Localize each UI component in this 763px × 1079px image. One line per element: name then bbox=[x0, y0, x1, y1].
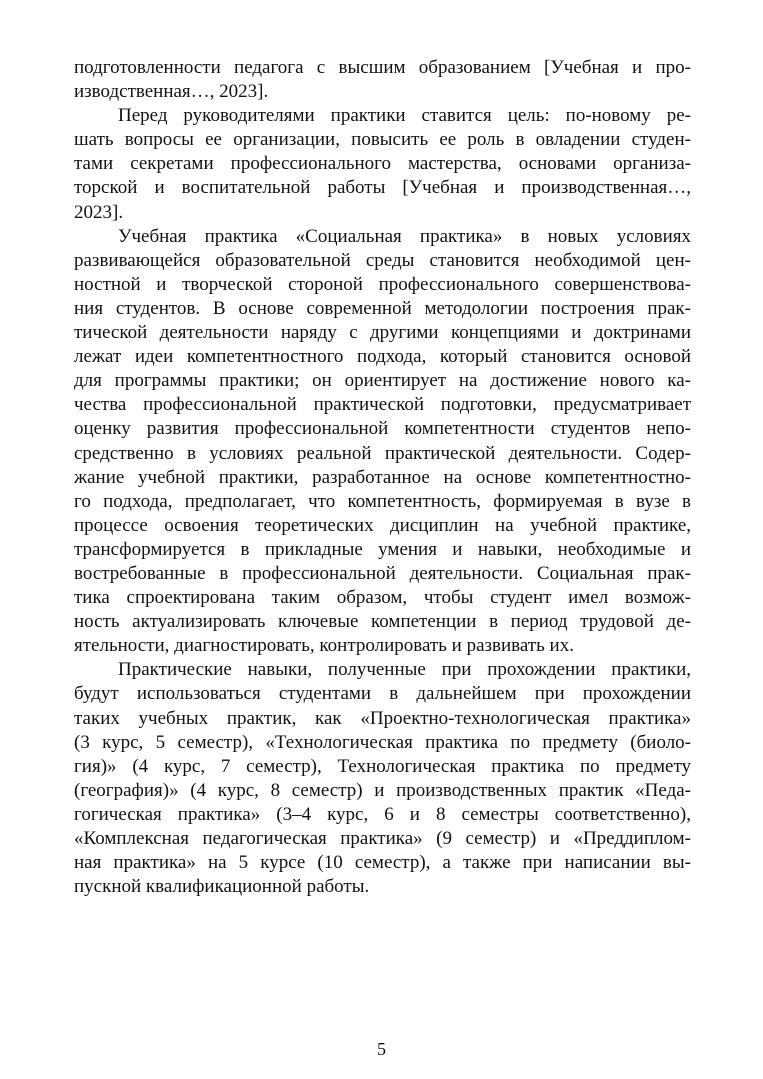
text-line: подготовленности педагога с высшим образованием [Учебная и про- bbox=[74, 57, 691, 78]
text-line: го подхода, предполагает, что компетентность, формируемая в вузе в bbox=[74, 490, 691, 512]
page-number: 5 bbox=[377, 1039, 386, 1059]
text-line: 2023]. bbox=[74, 201, 124, 223]
text-line: ность актуализировать ключевые компетенции в период трудовой де- bbox=[74, 611, 691, 633]
text-line: средственно в условиях реальной практической деятельности. Содер- bbox=[74, 442, 691, 464]
text-line: (3 курс, 5 семестр), «Технологическая практика по предмету (биоло- bbox=[74, 731, 691, 753]
paragraph-4 bbox=[74, 658, 691, 899]
text-line: развивающейся образовательной среды становится необходимой цен- bbox=[74, 249, 691, 271]
text-line: лежат идеи компетентностного подхода, который становится основой bbox=[74, 346, 691, 368]
text-line: гия)» (4 курс, 7 семестр), Технологическая практика по предмету bbox=[74, 755, 691, 777]
text-line: ятельности, диагностировать, контролировать и развивать их. bbox=[74, 635, 574, 657]
text-line: тика спроектирована таким образом, чтобы студент имел возмож- bbox=[74, 587, 691, 609]
text-line: тами секретами профессионального мастерства, основами организа- bbox=[74, 153, 691, 175]
text-line: трансформируется в прикладные умения и навыки, необходимые и bbox=[74, 538, 691, 560]
text-line: «Комплексная педагогическая практика» (9 семестр) и «Преддиплом- bbox=[74, 828, 691, 849]
text-line: пускной квалификационной работы. bbox=[74, 876, 370, 898]
paragraph-2 bbox=[74, 104, 691, 224]
text-line: жание учебной практики, разработанное на основе компетентностно- bbox=[74, 466, 691, 488]
text-line: торской и воспитательной работы [Учебная и производственная…, bbox=[74, 177, 691, 199]
text-line: процессе освоения теоретических дисциплин на учебной практике, bbox=[74, 514, 691, 536]
text-line: таких учебных практик, как «Проектно-технологическая практика» bbox=[74, 707, 691, 729]
paragraph-3 bbox=[74, 225, 691, 659]
text-line: ностной и творческой стороной профессионального совершенствова- bbox=[74, 273, 691, 295]
text-line: будут использоваться студентами в дальнейшем при прохождении bbox=[74, 683, 691, 705]
text-line: шать вопросы ее организации, повысить ее роль в овладении студен- bbox=[74, 129, 691, 151]
text-line: Перед руководителями практики ставится цель: по-новому ре- bbox=[118, 105, 691, 127]
text-line: Практические навыки, полученные при прохождении практики, bbox=[118, 659, 691, 681]
paragraph-1 bbox=[74, 56, 691, 104]
text-line: гогическая практика» (3–4 курс, 6 и 8 семестры соответственно), bbox=[74, 803, 691, 825]
text-line: ная практика» на 5 курсе (10 семестр), а также при написании вы- bbox=[74, 852, 691, 874]
text-line: востребованные в профессиональной деятельности. Социальная прак- bbox=[74, 562, 691, 584]
text-line: изводственная…, 2023]. bbox=[74, 81, 269, 103]
text-line: оценку развития профессиональной компетентности студентов непо- bbox=[74, 418, 691, 440]
text-line: для программы практики; он ориентирует на достижение нового ка- bbox=[74, 370, 691, 392]
text-line: Учебная практика «Социальная практика» в новых условиях bbox=[118, 225, 691, 247]
text-line: чества профессиональной практической подготовки, предусматривает bbox=[74, 394, 691, 416]
text-line: (география)» (4 курс, 8 семестр) и производственных практик «Педа- bbox=[74, 779, 691, 801]
text-line: тической деятельности наряду с другими концепциями и доктринами bbox=[74, 322, 691, 344]
text-line: ния студентов. В основе современной методологии построения прак- bbox=[74, 297, 691, 319]
document-page bbox=[74, 56, 691, 899]
